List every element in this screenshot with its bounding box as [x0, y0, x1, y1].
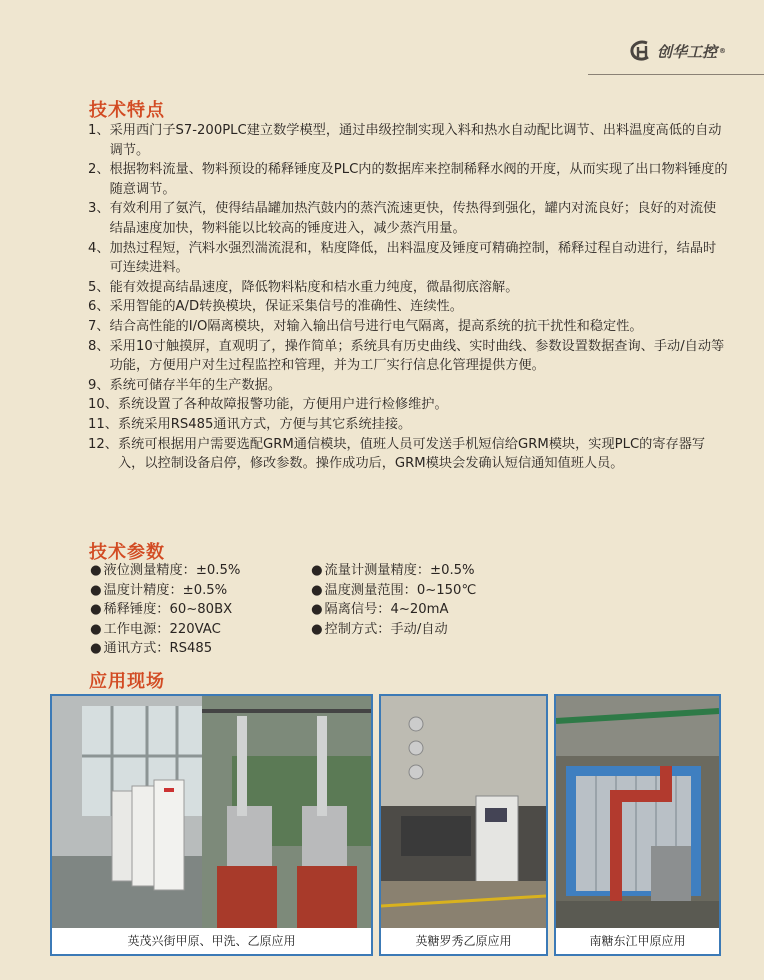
feature-text: 有效利用了氨汽，使得结晶罐加热汽鼓内的蒸汽流速更快，传热得到强化，罐内对流良好；良好的对流使结晶速度加快，物料能以比较高的锤度进入，减少蒸汽用量。 [109, 201, 717, 236]
site-photo-2-caption: 英糖罗秀乙原应用 [381, 928, 546, 954]
param-item [311, 581, 532, 601]
bullet-icon: ● [90, 563, 102, 578]
param-text: 温度测量范围：0~150℃ [324, 582, 477, 598]
registered-mark: ® [719, 47, 726, 55]
param-text: 控制方式：手动/自动 [324, 621, 448, 637]
feature-number: 9、 [88, 377, 110, 393]
logo-mark-icon [629, 40, 655, 62]
feature-item [88, 297, 728, 317]
feature-number: 10、 [88, 397, 118, 413]
param-item [311, 600, 532, 620]
param-text: 温度计精度：±0.5% [103, 582, 228, 598]
params-title: 技术参数 [89, 542, 165, 563]
bullet-icon: ● [311, 563, 323, 578]
param-text: 隔离信号：4~20mA [324, 602, 449, 618]
param-row [90, 561, 650, 581]
param-text: 通讯方式：RS485 [103, 641, 213, 657]
feature-number: 8、 [88, 338, 110, 354]
params-list [90, 561, 650, 659]
feature-item [88, 337, 728, 376]
feature-text: 系统可储存半年的生产数据。 [109, 377, 282, 393]
param-row [90, 620, 650, 640]
feature-item [88, 278, 728, 298]
bullet-icon: ● [311, 582, 323, 598]
feature-item [88, 239, 728, 278]
site-photo-3-caption: 南糖东江甲原应用 [556, 928, 719, 954]
feature-number: 7、 [88, 318, 110, 334]
feature-text: 能有效提高结晶速度，降低物料粘度和桔水重力纯度，微晶彻底溶解。 [109, 279, 519, 295]
site-photo-1 [50, 694, 373, 956]
param-row [90, 600, 650, 620]
site-photo-3 [554, 694, 721, 956]
sites-title: 应用现场 [89, 671, 165, 692]
bullet-icon: ● [90, 641, 102, 657]
feature-item [88, 121, 728, 160]
param-text: 液位测量精度：±0.5% [103, 563, 241, 578]
site-photo-1-image [52, 696, 371, 928]
features-title: 技术特点 [89, 100, 165, 121]
feature-number: 12、 [88, 436, 118, 452]
bullet-icon: ● [311, 602, 323, 618]
param-item [90, 639, 311, 659]
param-item [90, 581, 311, 601]
bullet-icon: ● [90, 582, 102, 598]
logo-text: 创华工控 [656, 42, 717, 61]
feature-item [88, 395, 728, 415]
feature-number: 2、 [88, 162, 110, 178]
feature-number: 1、 [88, 123, 110, 138]
bullet-icon: ● [90, 602, 102, 618]
site-photo-2-image [381, 696, 546, 928]
feature-number: 5、 [88, 279, 110, 295]
feature-text: 系统设置了各种故障报警功能，方便用户进行检修维护。 [117, 397, 448, 413]
feature-number: 6、 [88, 299, 110, 315]
param-item [90, 620, 311, 640]
param-item [90, 561, 311, 581]
feature-number: 4、 [88, 240, 110, 256]
param-text: 工作电源：220VAC [103, 621, 221, 637]
site-photo-2 [379, 694, 548, 956]
feature-text: 采用智能的A/D转换模块，保证采集信号的准确性、连续性。 [109, 299, 463, 315]
feature-text: 结合高性能的I/O隔离模块，对输入输出信号进行电气隔离，提高系统的抗干扰性和稳定性。 [109, 318, 643, 334]
feature-text: 采用10寸触摸屏，直观明了，操作简单；系统具有历史曲线、实时曲线、参数设置数据查询、手动/自动等功能，方便用户对生过程监控和管理，并为工厂实行信息化管理提供方便。 [109, 338, 725, 374]
feature-text: 系统可根据用户需要选配GRM通信模块，值班人员可发送手机短信给GRM模块，实现PLC的寄存器写入，以控制设备启停，修改参数。操作成功后，GRM模块会发确认短信通知值班人员。 [117, 436, 706, 472]
feature-item [88, 160, 728, 199]
feature-item [88, 199, 728, 238]
param-text: 稀释锤度：60~80BX [103, 602, 233, 618]
feature-item [88, 376, 728, 396]
param-row [90, 639, 650, 659]
feature-text: 根据物料流量、物料预设的稀释锤度及PLC内的数据库来控制稀释水阀的开度，从而实现了出口物料锤度的随意调节。 [109, 162, 728, 197]
site-photo-1-caption: 英茂兴街甲原、甲洗、乙原应用 [52, 928, 371, 954]
feature-number: 3、 [88, 201, 110, 217]
param-item [311, 561, 532, 581]
feature-item [88, 317, 728, 337]
feature-text: 系统采用RS485通讯方式，方便与其它系统挂接。 [117, 416, 412, 432]
header-rule [588, 74, 764, 75]
site-photo-3-image [556, 696, 719, 928]
feature-number: 11、 [88, 416, 118, 432]
param-text: 流量计测量精度：±0.5% [324, 563, 475, 578]
bullet-icon: ● [90, 621, 102, 637]
brand-logo [629, 40, 726, 62]
bullet-icon: ● [311, 621, 323, 637]
param-item [90, 600, 311, 620]
feature-item [88, 435, 728, 474]
feature-text: 加热过程短，汽料水强烈湍流混和，粘度降低，出料温度及锤度可精确控制，稀释过程自动进行，结晶时可连续进料。 [109, 240, 717, 276]
param-item [311, 620, 532, 640]
param-row [90, 581, 650, 601]
feature-text: 采用西门子S7-200PLC建立数学模型，通过串级控制实现入料和热水自动配比调节、出料温度高低的自动调节。 [109, 123, 722, 158]
features-list [88, 121, 728, 474]
feature-item [88, 415, 728, 435]
